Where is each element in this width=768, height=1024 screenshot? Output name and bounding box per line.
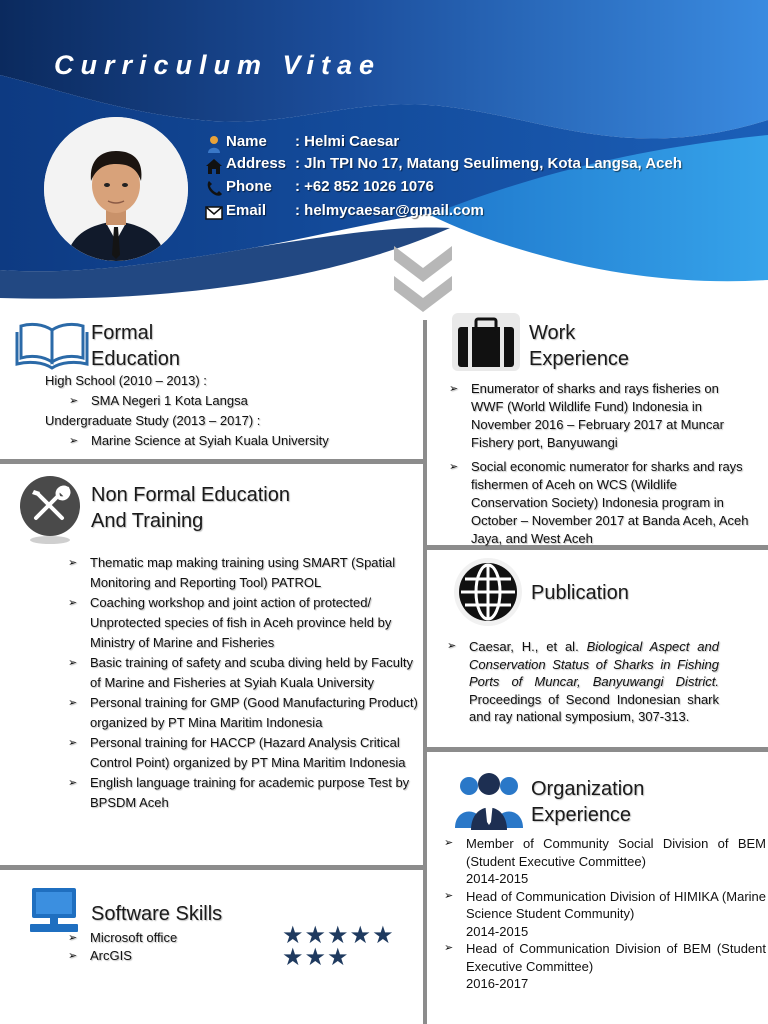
publication-title: Publication (531, 582, 629, 604)
organization-years: 2014-2015 (466, 923, 529, 939)
phone-icon (205, 180, 223, 198)
list-item (447, 638, 719, 726)
publication-venue: Proceedings of Second Indonesian shark and ray national symposium, 307-313. (469, 691, 719, 724)
section-title-line: Experience (531, 804, 632, 826)
education-heading: High School (2010 – 2013) : (45, 373, 207, 388)
formal-education-list (45, 371, 415, 451)
organization-years: 2014-2015 (466, 871, 529, 886)
organization-role: Member of Community Social Division of BEM (Student Executive Committee) (466, 836, 766, 869)
people-icon (455, 772, 523, 830)
contact-phone-value: : +62 852 1026 1076 (295, 178, 434, 195)
contact-label: Name (226, 133, 267, 150)
star-rating-row: ★★★ (282, 944, 350, 971)
list-item (444, 835, 766, 888)
education-bullet: ➢ SMA Negeri 1 Kota Langsa (69, 391, 415, 411)
list-item: ➢ Thematic map making training using SMART (Spatial Monitoring and Reporting Tool) PATROL (68, 553, 418, 593)
section-title-line: And Training (91, 510, 204, 532)
book-icon (15, 318, 89, 370)
horizontal-divider (427, 747, 768, 752)
software-skills-title: Software Skills (91, 903, 223, 925)
organization-experience-title (531, 776, 644, 828)
formal-education-title (91, 320, 180, 372)
horizontal-divider (0, 865, 423, 870)
list-item: ➢ ArcGIS (68, 947, 268, 965)
non-formal-education-title (91, 482, 290, 534)
list-item: ➢ Coaching workshop and joint action of protected/ Unprotected species of fish in Aceh province held by Ministry of Marine and Fisheries (68, 593, 418, 653)
double-chevron-down-icon (392, 244, 454, 316)
publication-entry (447, 638, 719, 726)
contact-label: Email (226, 202, 267, 219)
non-formal-list (68, 553, 418, 813)
publication-paper-title: Biological Aspect and Conservation Status of Sharks in Fishing Ports of Muncar, Banyuwangi District. (469, 639, 719, 689)
education-bullet: ➢ Marine Science at Syiah Kuala University (69, 431, 415, 451)
section-title-line: Education (91, 348, 180, 370)
organization-list (444, 835, 766, 993)
contact-label: Phone (226, 178, 272, 195)
mail-icon (205, 204, 223, 222)
star-rating-row: ★★★★★ (282, 922, 395, 949)
home-icon (205, 157, 223, 175)
list-item: ➢ Enumerator of sharks and rays fisheries on WWF (World Wildlife Fund) Indonesia in November 2016 – February 2017 at Muncar Fishery port, Banyuwangi (449, 380, 754, 452)
publication-authors: Caesar, H., et al. (469, 639, 579, 654)
contact-email-value: : helmycaesar@gmail.com (295, 202, 484, 219)
list-item: ➢ Basic training of safety and scuba diving held by Faculty of Marine and Fisheries at Syiah Kuala University (68, 653, 418, 693)
tools-icon (18, 474, 82, 546)
horizontal-divider (0, 459, 423, 464)
list-item (444, 888, 766, 941)
globe-icon (453, 557, 523, 627)
work-list (449, 380, 754, 548)
list-item: ➢ Microsoft office (68, 929, 268, 947)
list-item: ➢ English language training for academic purpose Test by BPSDM Aceh (68, 773, 418, 813)
section-title-line: Work (529, 322, 576, 344)
section-title-line: Experience (529, 348, 630, 370)
organization-role: Head of Communication Division of HIMIKA (Marine Science Student Community) (466, 888, 766, 921)
list-item: ➢ Personal training for GMP (Good Manufacturing Product) organized by PT Mina Maritim Indonesia (68, 693, 418, 733)
contact-label: Address (226, 155, 287, 172)
work-experience-title (529, 320, 629, 372)
section-title-line: Organization (531, 778, 645, 800)
list-item: ➢ Personal training for HACCP (Hazard Analysis Critical Control Point) organized by PT Mina Maritim Indonesia (68, 733, 418, 773)
contact-name-value: : Helmi Caesar (295, 133, 400, 150)
section-title-line: Non Formal Education (91, 484, 290, 506)
software-list (68, 929, 268, 965)
briefcase-icon (450, 311, 522, 373)
cv-title: Curriculum Vitae (54, 50, 382, 80)
profile-photo (44, 117, 188, 261)
vertical-divider (423, 320, 427, 1024)
list-item: ➢ Social economic numerator for sharks and rays fishermen of Aceh on WCS (Wildlife Conservation Society) Indonesia program in October – November 2017 at Banda Aceh, Aceh Jaya, and West Aceh (449, 458, 754, 548)
organization-role: Head of Communication Division of BEM (Student Executive Committee) (466, 941, 766, 974)
section-title-line: Formal (91, 322, 154, 344)
list-item (444, 940, 766, 993)
organization-years: 2016-2017 (466, 976, 529, 991)
education-heading: Undergraduate Study (2013 – 2017) : (45, 413, 261, 428)
person-icon (205, 135, 223, 153)
skill-rating (282, 922, 395, 971)
contact-address-value: : Jln TPI No 17, Matang Seulimeng, Kota Langsa, Aceh (295, 155, 683, 172)
computer-icon (28, 886, 80, 934)
